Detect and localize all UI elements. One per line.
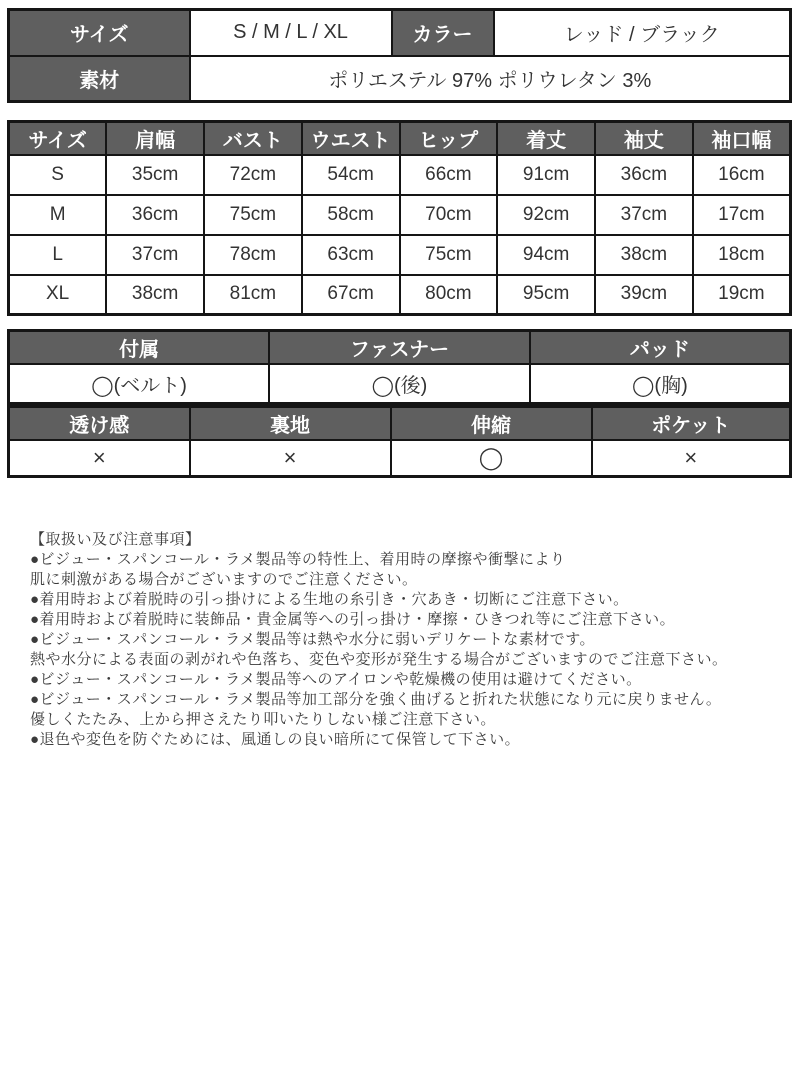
- color-label-cell: カラー: [392, 10, 494, 56]
- measure-cell: 35cm: [106, 155, 204, 195]
- care-instructions: [30, 530, 793, 750]
- column-header: ファスナー: [269, 331, 530, 364]
- feature-value-cell: ×: [592, 440, 791, 477]
- care-line: ●ビジュー・スパンコール・ラメ製品等は熱や水分に弱いデリケートな素材です。: [30, 631, 596, 648]
- column-header: 裏地: [190, 407, 391, 440]
- measure-cell: 17cm: [693, 195, 791, 235]
- care-line: ●ビジュー・スパンコール・ラメ製品等の特性上、着用時の摩擦や衝撃により: [30, 551, 566, 568]
- info-row-material: [9, 56, 791, 102]
- size-cell: L: [9, 235, 107, 275]
- material-value-cell: ポリエステル 97% ポリウレタン 3%: [190, 56, 791, 102]
- column-header: 袖口幅: [693, 122, 791, 155]
- measure-cell: 19cm: [693, 275, 791, 315]
- features-table-properties: [7, 405, 792, 478]
- measure-cell: 39cm: [595, 275, 693, 315]
- size-cell: XL: [9, 275, 107, 315]
- column-header: 着丈: [497, 122, 595, 155]
- size-row-s: [9, 155, 791, 195]
- care-line: ●着用時および着脱時の引っ掛けによる生地の糸引き・穴あき・切断にご注意下さい。: [30, 591, 629, 608]
- measure-cell: 16cm: [693, 155, 791, 195]
- column-header: 伸縮: [391, 407, 592, 440]
- measure-cell: 66cm: [400, 155, 498, 195]
- feature-value-cell: ◯(ベルト): [9, 364, 270, 404]
- column-header: ポケット: [592, 407, 791, 440]
- size-row-m: [9, 195, 791, 235]
- measure-cell: 70cm: [400, 195, 498, 235]
- column-header: サイズ: [9, 122, 107, 155]
- feature-value-cell: ×: [9, 440, 190, 477]
- column-header: 透け感: [9, 407, 190, 440]
- measure-cell: 58cm: [302, 195, 400, 235]
- feature-value-cell: ◯(胸): [530, 364, 791, 404]
- size-chart-table: [7, 120, 792, 316]
- care-title: 【取扱い及び注意事項】: [30, 531, 201, 548]
- features1-header-row: [9, 331, 791, 364]
- size-cell: S: [9, 155, 107, 195]
- size-chart-header-row: [9, 122, 791, 155]
- care-line: ●ビジュー・スパンコール・ラメ製品等へのアイロンや乾燥機の使用は避けてください。: [30, 671, 642, 688]
- care-line: 肌に刺激がある場合がございますのでご注意ください。: [30, 571, 418, 588]
- feature-value-cell: ×: [190, 440, 391, 477]
- info-row-size-color: [9, 10, 791, 56]
- column-header: 肩幅: [106, 122, 204, 155]
- measure-cell: 91cm: [497, 155, 595, 195]
- measure-cell: 80cm: [400, 275, 498, 315]
- features1-value-row: [9, 364, 791, 404]
- column-header: ウエスト: [302, 122, 400, 155]
- measure-cell: 95cm: [497, 275, 595, 315]
- measure-cell: 81cm: [204, 275, 302, 315]
- features2-header-row: [9, 407, 791, 440]
- column-header: パッド: [530, 331, 791, 364]
- measure-cell: 37cm: [595, 195, 693, 235]
- column-header: 袖丈: [595, 122, 693, 155]
- measure-cell: 92cm: [497, 195, 595, 235]
- column-header: ヒップ: [400, 122, 498, 155]
- care-line: ●ビジュー・スパンコール・ラメ製品等加工部分を強く曲げると折れた状態になり元に戻りません。: [30, 691, 722, 708]
- size-value-cell: S / M / L / XL: [190, 10, 392, 56]
- column-header: 付属: [9, 331, 270, 364]
- measure-cell: 75cm: [204, 195, 302, 235]
- material-label-cell: 素材: [9, 56, 190, 102]
- measure-cell: 63cm: [302, 235, 400, 275]
- features2-value-row: [9, 440, 791, 477]
- measure-cell: 75cm: [400, 235, 498, 275]
- measure-cell: 37cm: [106, 235, 204, 275]
- measure-cell: 36cm: [595, 155, 693, 195]
- measure-cell: 54cm: [302, 155, 400, 195]
- column-header: バスト: [204, 122, 302, 155]
- measure-cell: 38cm: [106, 275, 204, 315]
- measure-cell: 18cm: [693, 235, 791, 275]
- measure-cell: 67cm: [302, 275, 400, 315]
- size-row-xl: [9, 275, 791, 315]
- care-line: 熱や水分による表面の剥がれや色落ち、変色や変形が発生する場合がございますのでご注意下さい。: [30, 651, 728, 668]
- size-cell: M: [9, 195, 107, 235]
- measure-cell: 72cm: [204, 155, 302, 195]
- features-table-accessories: [7, 329, 792, 405]
- measure-cell: 94cm: [497, 235, 595, 275]
- feature-value-cell: ◯: [391, 440, 592, 477]
- care-line: ●退色や変色を防ぐためには、風通しの良い暗所にて保管して下さい。: [30, 731, 521, 748]
- measure-cell: 36cm: [106, 195, 204, 235]
- care-line: 優しくたたみ、上から押さえたり叩いたりしない様ご注意下さい。: [30, 711, 496, 728]
- feature-value-cell: ◯(後): [269, 364, 530, 404]
- color-value-cell: レッド / ブラック: [494, 10, 791, 56]
- size-row-l: [9, 235, 791, 275]
- care-line: ●着用時および着脱時に装飾品・貴金属等への引っ掛け・摩擦・ひきつれ等にご注意下さい。: [30, 611, 676, 628]
- measure-cell: 78cm: [204, 235, 302, 275]
- basic-info-table: [7, 8, 792, 103]
- measure-cell: 38cm: [595, 235, 693, 275]
- size-label-cell: サイズ: [9, 10, 190, 56]
